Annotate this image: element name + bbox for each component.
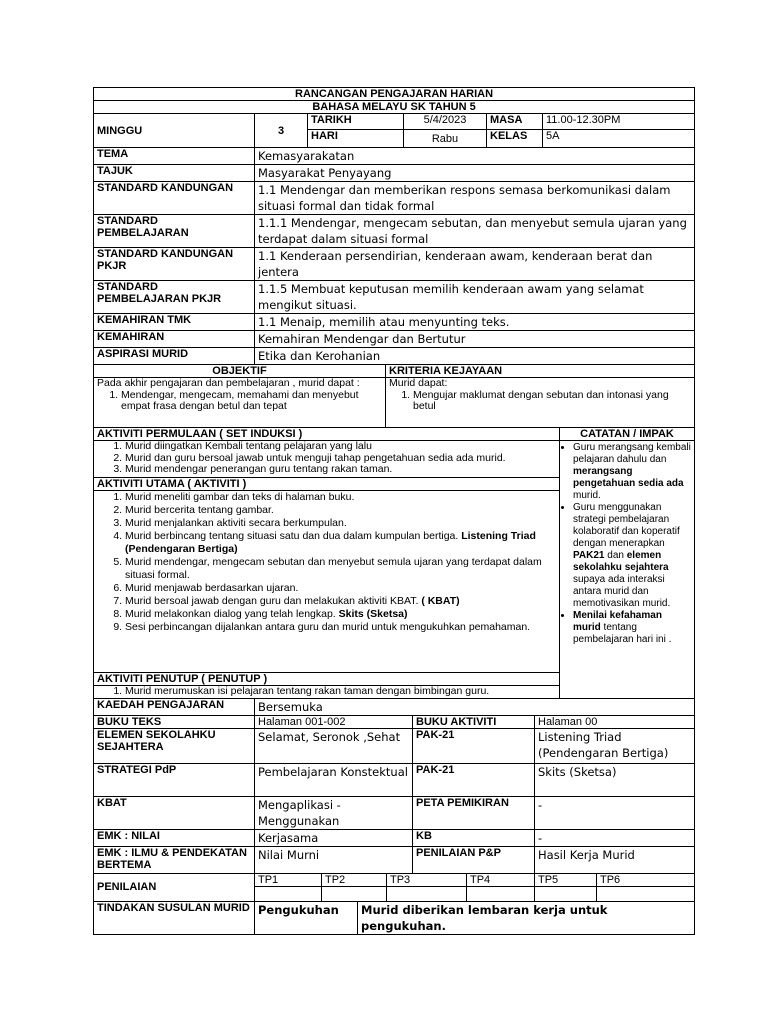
- tp-mark-cell: [387, 886, 467, 901]
- tema-value: Kemasyarakatan: [255, 148, 695, 165]
- peta-pemikiran-value: -: [535, 796, 695, 829]
- buku-aktiviti-value: Halaman 00: [535, 715, 695, 728]
- emk-ilmu-label: EMK : ILMU & PENDEKATAN BERTEMA: [94, 846, 255, 873]
- buku-aktiviti-label: BUKU AKTIVITI: [413, 715, 535, 728]
- utama-item: 1. Murid meneliti gambar dan teks di halaman buku.: [125, 491, 556, 504]
- tp-cell: TP2: [322, 873, 387, 886]
- header-table: [93, 87, 695, 148]
- elemen-label: ELEMEN SEKOLAHKU SEJAHTERA: [94, 728, 255, 763]
- pak21-label: PAK-21: [413, 763, 535, 796]
- standard-pembelajaran-value: 1.1.1 Mendengar, mengecam sebutan, dan menyebut semula ujaran yang terdapat dalam situasi formal: [255, 215, 695, 248]
- document-title: RANCANGAN PENGAJARAN HARIAN: [94, 88, 695, 101]
- utama-heading: AKTIVITI UTAMA ( AKTIVITI ): [94, 478, 560, 491]
- permulaan-content: [94, 441, 560, 478]
- peta-pemikiran-label: PETA PEMIKIRAN: [413, 796, 535, 829]
- fields-table: [93, 147, 695, 365]
- kriteria-content: [386, 378, 695, 428]
- utama-item: [125, 530, 556, 556]
- penutup-heading: AKTIVITI PENUTUP ( PENUTUP ): [94, 673, 560, 686]
- tajuk-label: TAJUK: [94, 165, 255, 182]
- tp-cell: TP6: [597, 873, 695, 886]
- tp-mark-cell: [467, 886, 535, 901]
- tp-cell: TP4: [467, 873, 535, 886]
- permulaan-item: 1. Murid diingatkan Kembali tentang pelajaran yang lalu: [125, 441, 556, 453]
- kemahiran-label: KEMAHIRAN: [94, 331, 255, 348]
- emk-ilmu-value: Nilai Murni: [255, 846, 413, 873]
- objektif-intro: Pada akhir pengajaran dan pembelajaran , murid dapat :: [97, 377, 360, 389]
- standard-kandungan-pkjr-value: 1.1 Kenderaan persendirian, kenderaan awam, kenderaan berat dan jentera: [255, 248, 695, 281]
- note-emphasis: PAK21: [573, 550, 605, 561]
- strategi-value: Pembelajaran Konstektual: [255, 763, 413, 796]
- note-text: dan: [604, 550, 627, 561]
- tp-mark-cell: [597, 886, 695, 901]
- tp-mark-cell: [322, 886, 387, 901]
- tindakan-value: Murid diberikan lembaran kerja untuk pengukuhan.: [358, 901, 695, 934]
- standard-kandungan-pkjr-label: STANDARD KANDUNGAN PKJR: [94, 248, 255, 281]
- note-text: Guru merangsang kembali pelajaran dahulu dan: [573, 442, 691, 465]
- buku-teks-label: BUKU TEKS: [94, 715, 255, 728]
- kemahiran-tmk-label: KEMAHIRAN TMK: [94, 314, 255, 331]
- tp-cell: TP3: [387, 873, 467, 886]
- tajuk-value: Masyarakat Penyayang: [255, 165, 695, 182]
- emk-nilai-label: EMK : NILAI: [94, 829, 255, 846]
- utama-content: [94, 491, 560, 673]
- standard-pembelajaran-pkjr-label: STANDARD PEMBELAJARAN PKJR: [94, 281, 255, 314]
- lesson-plan-document: [93, 87, 694, 935]
- standard-kandungan-label: STANDARD KANDUNGAN: [94, 182, 255, 215]
- kelas-value: 5A: [543, 130, 695, 148]
- aspirasi-murid-value: Etika dan Kerohanian: [255, 348, 695, 365]
- standard-pembelajaran-pkjr-value: 1.1.5 Membuat keputusan memilih kenderaan awam yang selamat mengikut situasi.: [255, 281, 695, 314]
- note-text: murid.: [573, 490, 601, 501]
- catatan-note-1: [573, 442, 692, 502]
- kbat-value: Mengaplikasi - Menggunakan: [255, 796, 413, 829]
- utama-item: 9. Sesi perbincangan dijalankan antara guru dan murid untuk mengukuhkan pemahaman.: [125, 621, 556, 634]
- catatan-heading: CATATAN / IMPAK: [560, 428, 695, 441]
- penutup-item: 1. Murid merumuskan isi pelajaran tentang rakan taman dengan bimbingan guru.: [125, 686, 556, 698]
- catatan-note-2: [573, 502, 692, 610]
- hari-value: Rabu: [404, 130, 487, 148]
- utama-text: Murid berbincang tentang situasi satu dan dua dalam kumpulan bertiga.: [125, 530, 462, 542]
- note-text: supaya ada interaksi antara murid dan memotivasikan murid.: [573, 574, 671, 609]
- utama-text: Murid melakonkan dialog yang telah lengkap.: [125, 608, 339, 620]
- masa-value: 11.00-12.30PM: [543, 114, 695, 130]
- tp-mark-cell: [535, 886, 597, 901]
- tindakan-table: [93, 901, 695, 935]
- utama-item: 6. Murid menjawab berdasarkan ujaran.: [125, 582, 556, 595]
- kriteria-item: 1. Mengujar maklumat dengan sebutan dan intonasi yang betul: [413, 390, 691, 413]
- kbat-label: KBAT: [94, 796, 255, 829]
- standard-pembelajaran-label: STANDARD PEMBELAJARAN: [94, 215, 255, 248]
- elemen-value: Selamat, Seronok ,Sehat: [255, 728, 413, 763]
- kb-label: KB: [413, 829, 535, 846]
- pak21-label: PAK-21: [413, 728, 535, 763]
- kaedah-label: KAEDAH PENGAJARAN: [94, 698, 255, 715]
- objektif-table: [93, 364, 695, 428]
- tindakan-type: Pengukuhan: [255, 901, 358, 934]
- note-emphasis: merangsang pengetahuan sedia ada: [573, 466, 684, 489]
- utama-item: [125, 595, 556, 608]
- permulaan-item: 2. Murid dan guru bersoal jawab untuk menguji tahap pengetahuan sedia ada murid.: [125, 453, 556, 465]
- strategi-label: STRATEGI PdP: [94, 763, 255, 796]
- kriteria-intro: Murid dapat:: [389, 377, 448, 389]
- utama-item: [125, 608, 556, 621]
- buku-teks-value: Halaman 001-002: [255, 715, 413, 728]
- pak21-value: Skits (Sketsa): [535, 763, 695, 796]
- utama-item: 3. Murid menjalankan aktiviti secara berkumpulan.: [125, 517, 556, 530]
- note-emphasis: Menilai kefahaman murid: [573, 610, 662, 633]
- penilaian-label: PENILAIAN: [94, 873, 255, 901]
- tp-mark-cell: [255, 886, 322, 901]
- aspirasi-murid-label: ASPIRASI MURID: [94, 348, 255, 365]
- activities-table: [93, 427, 695, 699]
- catatan-note-3: [573, 610, 692, 646]
- pak21-value: Listening Triad (Pendengaran Bertiga): [535, 728, 695, 763]
- minggu-label: MINGGU: [94, 114, 255, 148]
- objektif-content: [94, 378, 386, 428]
- utama-emphasis: Skits (Sketsa): [338, 608, 408, 620]
- standard-kandungan-value: 1.1 Mendengar dan memberikan respons semasa berkomunikasi dalam situasi formal dan tidak formal: [255, 182, 695, 215]
- tema-label: TEMA: [94, 148, 255, 165]
- kemahiran-value: Kemahiran Mendengar dan Bertutur: [255, 331, 695, 348]
- tarikh-value: 5/4/2023: [404, 114, 487, 130]
- catatan-content: [560, 441, 695, 699]
- kriteria-heading: KRITERIA KEJAYAAN: [386, 365, 695, 378]
- minggu-value: 3: [255, 114, 308, 148]
- tp-cell: TP1: [255, 873, 322, 886]
- permulaan-heading: AKTIVITI PERMULAAN ( SET INDUKSI ): [94, 428, 560, 441]
- kelas-label: KELAS: [487, 130, 543, 148]
- bottom-table: [93, 698, 695, 874]
- utama-emphasis: ( KBAT): [421, 595, 460, 607]
- penilaian-pp-value: Hasil Kerja Murid: [535, 846, 695, 873]
- emk-nilai-value: Kerjasama: [255, 829, 413, 846]
- document-subtitle: BAHASA MELAYU SK TAHUN 5: [94, 101, 695, 114]
- objektif-heading: OBJEKTIF: [94, 365, 386, 378]
- penutup-content: [94, 686, 560, 699]
- kb-value: -: [535, 829, 695, 846]
- tarikh-label: TARIKH: [308, 114, 404, 130]
- kemahiran-tmk-value: 1.1 Menaip, memilih atau menyunting teks.: [255, 314, 695, 331]
- hari-label: HARI: [308, 130, 404, 148]
- note-text: Guru menggunakan strategi pembelajaran kolaboratif dan koperatif dengan menerapkan: [573, 502, 680, 549]
- note-text: tentang pembelajaran hari ini .: [573, 622, 672, 645]
- objektif-item: 1. Mendengar, mengecam, memahami dan menyebut empat frasa dengan betul dan tepat: [121, 390, 382, 413]
- kaedah-value: Bersemuka: [255, 698, 695, 715]
- utama-emphasis: Listening Triad (Pendengaran Bertiga): [125, 530, 536, 555]
- utama-item: 5. Murid mendengar, mengecam sebutan dan menyebut semula ujaran yang terdapat dalam situasi formal.: [125, 556, 556, 582]
- permulaan-item: 3. Murid mendengar penerangan guru tentang rakan taman.: [125, 464, 556, 476]
- tp-cell: TP5: [535, 873, 597, 886]
- utama-text: Murid bersoal jawab dengan guru dan melakukan aktiviti KBAT.: [125, 595, 422, 607]
- note-emphasis: elemen sekolahku sejahtera: [573, 550, 669, 573]
- utama-item: 2. Murid bercerita tentang gambar.: [125, 504, 556, 517]
- masa-label: MASA: [487, 114, 543, 130]
- penilaian-table: [93, 873, 695, 902]
- penilaian-pp-label: PENILAIAN P&P: [413, 846, 535, 873]
- tindakan-label: TINDAKAN SUSULAN MURID: [94, 901, 255, 934]
